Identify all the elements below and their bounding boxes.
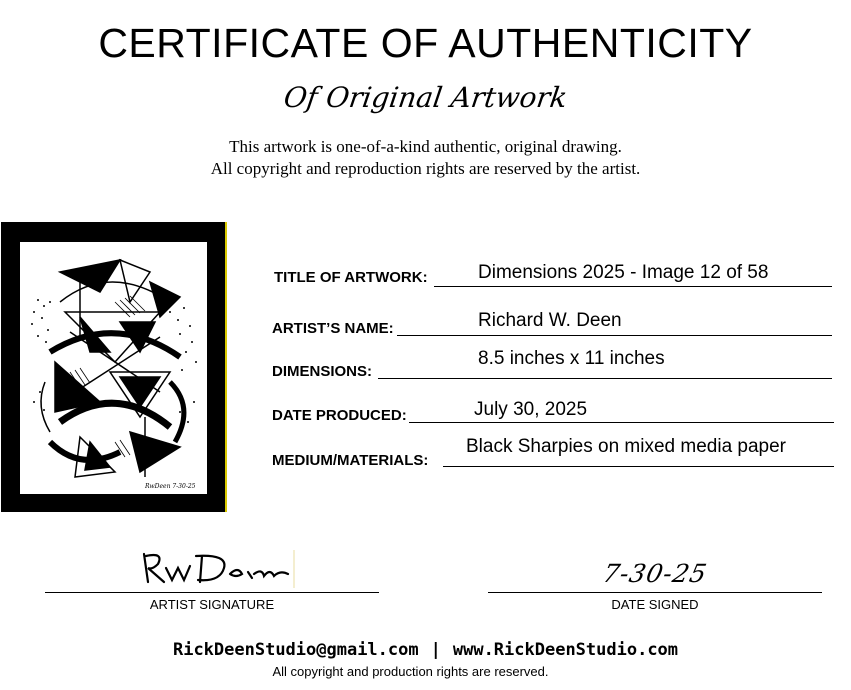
field-medium-label: MEDIUM/MATERIALS: <box>272 452 429 469</box>
field-medium-line <box>443 466 834 467</box>
certificate-title: CERTIFICATE OF AUTHENTICITY <box>98 20 753 66</box>
footer-note: All copyright and production rights are reserved. <box>272 664 549 679</box>
date-signed-caption: DATE SIGNED <box>611 597 699 612</box>
artist-signature-line <box>45 592 379 593</box>
contact-separator: | <box>430 640 441 660</box>
artwork-frame <box>1 222 227 512</box>
artwork-drawing <box>20 242 207 494</box>
certificate-subtitle: Of Original Artwork <box>281 81 570 114</box>
field-dimensions-value: 8.5 inches x 11 inches <box>478 348 665 369</box>
field-title-value: Dimensions 2025 - Image 12 of 58 <box>478 262 769 283</box>
field-date-value: July 30, 2025 <box>474 399 588 420</box>
contact-website[interactable]: www.RickDeenStudio.com <box>452 640 679 660</box>
field-artist-label: ARTIST’S NAME: <box>272 320 394 337</box>
svg-text:RwDeen 7-30-25: RwDeen 7-30-25 <box>145 483 196 490</box>
field-date-label: DATE PRODUCED: <box>272 407 407 424</box>
field-artist-value: Richard W. Deen <box>478 310 622 331</box>
field-medium-value: Black Sharpies on mixed media paper <box>466 436 787 457</box>
contact-line <box>0 639 851 661</box>
artwork-mat <box>20 242 207 494</box>
field-title-label: TITLE OF ARTWORK: <box>274 269 428 286</box>
field-dimensions-label: DIMENSIONS: <box>272 363 373 380</box>
artist-signature-caption: ARTIST SIGNATURE <box>149 597 275 612</box>
date-signed-handwritten: 7-30-25 <box>600 559 710 588</box>
intro-line-2: All copyright and reproduction rights are reserved by the artist. <box>210 159 641 178</box>
field-date-line <box>409 422 834 423</box>
field-title-line <box>434 286 832 287</box>
field-dimensions-line <box>378 378 832 379</box>
artist-signature-mark <box>138 548 298 590</box>
intro-line-1: This artwork is one-of-a-kind authentic, original drawing. <box>229 137 622 156</box>
field-artist-line <box>397 335 832 336</box>
date-signed-line <box>488 592 822 593</box>
contact-email[interactable]: RickDeenStudio@gmail.com <box>172 640 419 660</box>
